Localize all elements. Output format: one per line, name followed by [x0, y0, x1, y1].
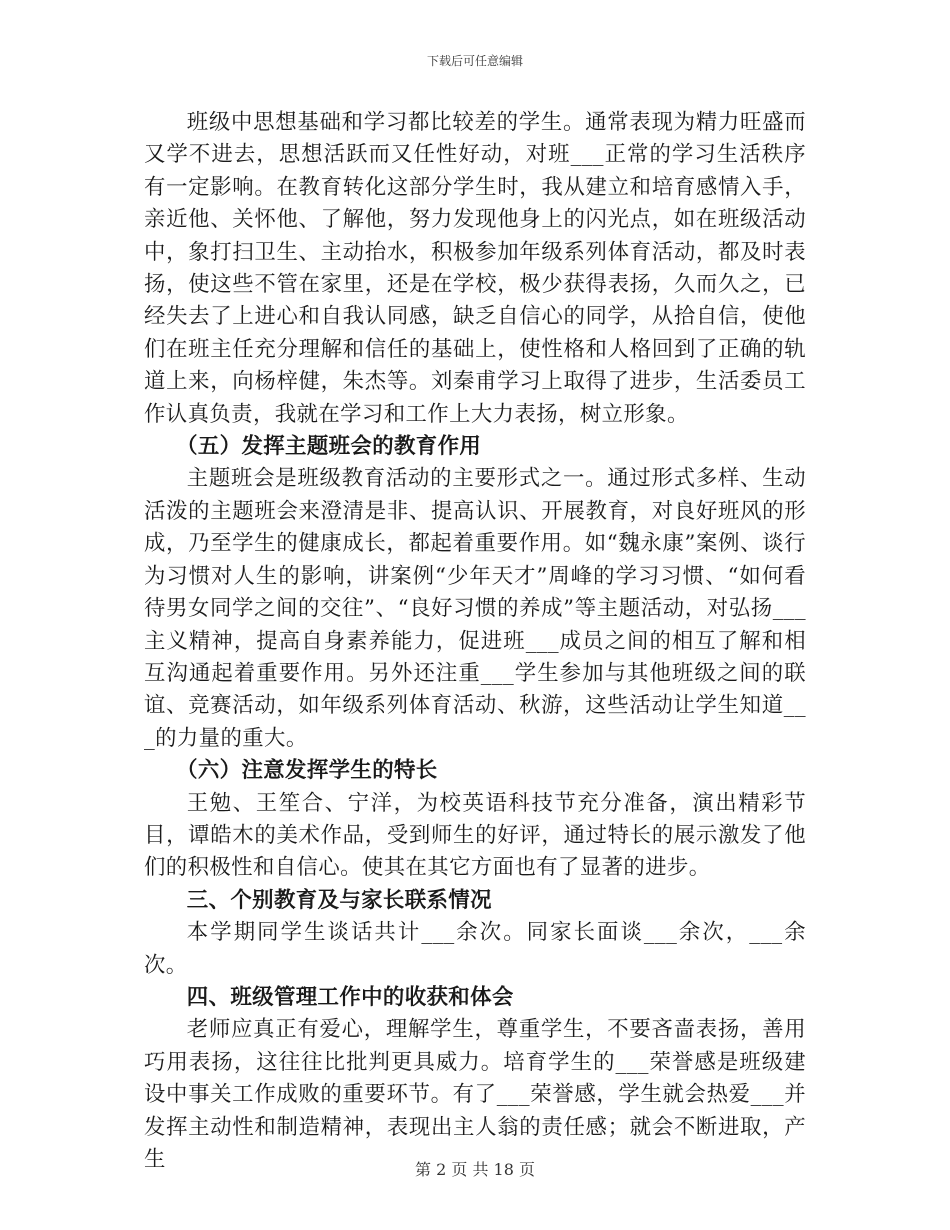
section-heading-class-meeting: （五）发挥主题班会的教育作用 — [176, 434, 482, 460]
paragraph-gains-experience: 老师应真正有爱心，理解学生，尊重学生，不要吝啬表扬，善用巧用表扬，这往往比批判更具威力。培育学生的___荣誉感是班级建设中事关工作成败的重要环节。有了___荣誉感，学生就会热爱___并发挥主动性和制造精神，表现出主人翁的责任感；就会不断进取，产生 — [144, 1017, 806, 1172]
paragraph-students-transformation: 班级中思想基础和学习都比较差的学生。通常表现为精力旺盛而又学不进去，思想活跃而又任性好动，对班___正常的学习生活秩序有一定影响。在教育转化这部分学生时，我从建立和培育感情入手，亲近他、关怀他、了解他，努力发现他身上的闪光点，如在班级活动中，象打扫卫生、主动抬水，积极参加年级系列体育活动，都及时表扬，使这些不管在家里，还是在学校，极少获得表扬，久而久之，已经失去了上进心和自我认同感，缺乏自信心的同学，从拾自信，使他们在班主任充分理解和信任的基础上，使性格和人格回到了正确的轨道上来，向杨梓健，朱杰等。刘秦甫学习上取得了进步，生活委员工作认真负责，我就在学习和工作上大力表扬，树立形象。 — [144, 110, 806, 427]
paragraph-class-meeting: 主题班会是班级教育活动的主要形式之一。通过形式多样、生动活泼的主题班会来澄清是非、提高认识、开展教育，对良好班风的形成，乃至学生的健康成长，都起着重要作用。如“魏永康”案例、谈行为习惯对人生的影响，讲案例“少年天才”周峰的学习习惯、“如何看待男女同学之间的交往”、“良好习惯的养成”等主题活动，对弘扬___主义精神，提高自身素养能力，促进班___成员之间的相互了解和相互沟通起着重要作用。另外还注重___学生参加与其他班级之间的联谊、竞赛活动，如年级系列体育活动、秋游，这些活动让学生知道___的力量的重大。 — [144, 466, 806, 751]
section-heading-student-talents: （六）注意发挥学生的特长 — [176, 758, 438, 784]
page-header: 下载后可任意编辑 — [426, 54, 523, 68]
section-heading-individual-education: 三、个别教育及与家长联系情况 — [186, 887, 492, 913]
section-heading-gains-experience: 四、班级管理工作中的收获和体会 — [186, 984, 514, 1010]
document-body — [144, 107, 806, 1176]
paragraph-student-talents: 王勉、王笙合、宁洋，为校英语科技节充分准备，演出精彩节目，谭皓木的美术作品，受到师生的好评，通过特长的展示激发了他们的积极性和自信心。使其在其它方面也有了显著的进步。 — [144, 790, 806, 881]
page-number: 第 2 页 共 18 页 — [415, 1160, 535, 1179]
paragraph-individual-education: 本学期同学生谈话共计___余次。同家长面谈___余次，___余次。 — [144, 920, 806, 978]
